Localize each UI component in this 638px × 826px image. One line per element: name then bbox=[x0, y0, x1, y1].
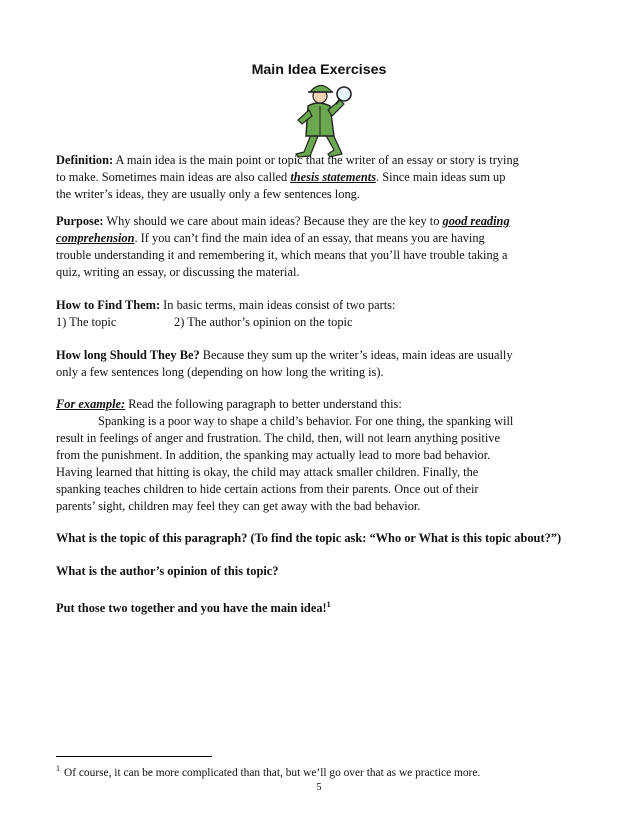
example-paragraph-line-2: result in feelings of anger and frustration. The child, then, will not learn anything positive bbox=[56, 431, 501, 445]
thesis-statements-term: thesis statements bbox=[290, 170, 377, 184]
purpose-line-3: trouble understanding it and remembering it, which means that you’ll have trouble taking a bbox=[56, 248, 508, 262]
footnote bbox=[56, 764, 480, 779]
purpose-label: Purpose: bbox=[56, 214, 104, 228]
question-topic: What is the topic of this paragraph? (To find the topic ask: “Who or What is this topic about?”) bbox=[56, 531, 562, 545]
detective-clipart bbox=[278, 80, 364, 158]
footnote-marker: 1 bbox=[56, 764, 60, 773]
how-to-find-line-1 bbox=[56, 297, 395, 314]
good-reading-term: good reading bbox=[442, 214, 510, 228]
how-long-line-2: only a few sentences long (depending on how long the writing is). bbox=[56, 365, 384, 379]
footnote-reference: 1 bbox=[326, 600, 331, 609]
page-title: Main Idea Exercises bbox=[251, 62, 387, 78]
example-paragraph-line-4: Having learned that hitting is okay, the child may attack smaller children. Finally, the bbox=[56, 465, 479, 479]
purpose-text-1: Why should we care about main ideas? Because they are the key to bbox=[103, 214, 443, 228]
example-paragraph-line-1: Spanking is a poor way to shape a child’s behavior. For one thing, the spanking will bbox=[98, 414, 514, 428]
definition-line-3: the writer’s ideas, they are usually only a few sentences long. bbox=[56, 187, 360, 201]
purpose-line-4: quiz, writing an essay, or discussing the material. bbox=[56, 265, 300, 279]
example-line-1 bbox=[56, 396, 402, 413]
part-topic: 1) The topic bbox=[56, 315, 117, 329]
question-opinion: What is the author’s opinion of this topic? bbox=[56, 564, 279, 578]
main-idea-text: Put those two together and you have the main idea! bbox=[56, 601, 327, 616]
how-long-line-1 bbox=[56, 347, 513, 364]
how-long-label: How long Should They Be? bbox=[56, 348, 200, 362]
definition-label: Definition: bbox=[56, 153, 114, 167]
purpose-line-2 bbox=[56, 230, 485, 247]
definition-line-2 bbox=[56, 169, 505, 186]
page-number: 5 bbox=[316, 782, 322, 793]
example-paragraph-line-5: spanking teaches children to hide certain actions from their parents. Once out of their bbox=[56, 482, 479, 496]
part-opinion: 2) The author’s opinion on the topic bbox=[174, 315, 353, 329]
main-idea-statement bbox=[56, 596, 331, 617]
how-long-text-1: Because they sum up the writer’s ideas, main ideas are usually bbox=[199, 348, 513, 362]
definition-line-1 bbox=[56, 152, 519, 169]
purpose-text-2: . If you can’t find the main idea of an essay, that means you are having bbox=[134, 231, 485, 245]
comprehension-term: comprehension bbox=[56, 231, 135, 245]
how-to-find-text: In basic terms, main ideas consist of two parts: bbox=[160, 298, 396, 312]
footnote-text: Of course, it can be more complicated than that, but we’ll go over that as we practice more. bbox=[64, 766, 481, 779]
example-label: For example: bbox=[56, 397, 126, 411]
definition-text-2b: . Since main ideas sum up bbox=[376, 170, 506, 184]
definition-text-1: A main idea is the main point or topic that the writer of an essay or story is trying bbox=[113, 153, 519, 167]
example-text: Read the following paragraph to better understand this: bbox=[125, 397, 402, 411]
how-to-find-label: How to Find Them: bbox=[56, 298, 161, 312]
purpose-line-1 bbox=[56, 213, 510, 230]
example-paragraph-line-3: from the punishment. In addition, the spanking may actually lead to more bad behavior. bbox=[56, 448, 491, 462]
definition-text-2a: to make. Sometimes main ideas are also called bbox=[56, 170, 291, 184]
example-paragraph-line-6: parents’ sight, children may feel they can get away with the bad behavior. bbox=[56, 499, 421, 513]
how-to-find-parts bbox=[56, 314, 353, 331]
footnote-divider bbox=[56, 756, 212, 757]
